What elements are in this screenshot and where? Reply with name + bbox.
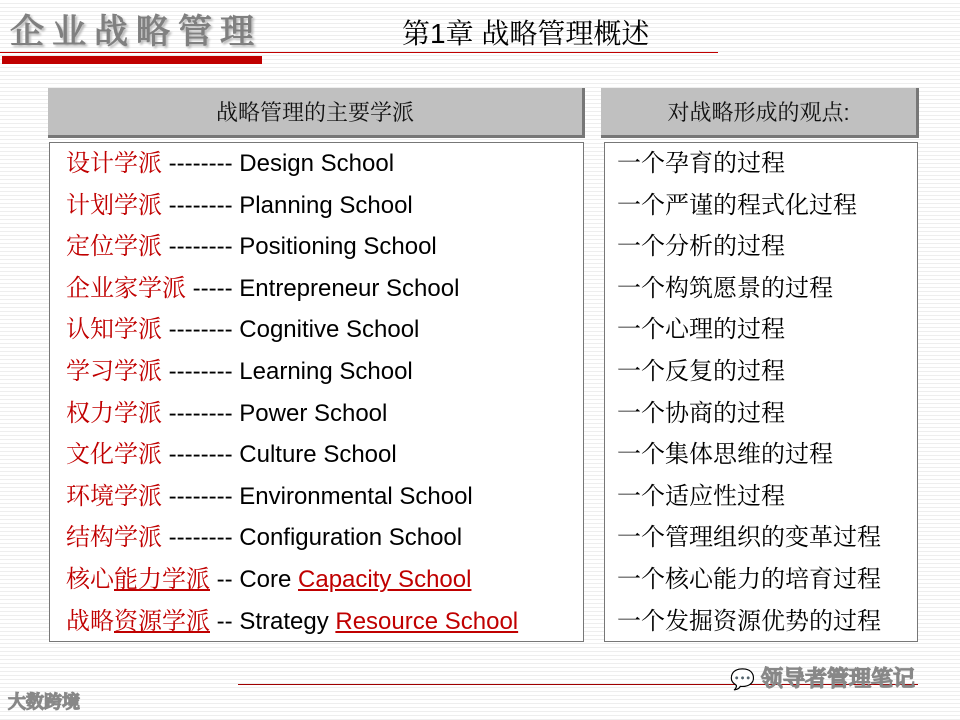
view-row: 一个分析的过程 — [617, 233, 785, 261]
school-row — [66, 393, 387, 435]
school-separator: -------- — [162, 150, 240, 177]
school-name-en: Environmental School — [239, 482, 473, 510]
school-name-cn: 设计学派 — [66, 150, 162, 177]
school-name-en: Entrepreneur School — [239, 274, 460, 302]
school-separator: -------- — [162, 399, 240, 427]
chapter-title: 第1章 战略管理概述 — [402, 18, 650, 49]
school-separator: -------- — [162, 191, 240, 219]
school-name-cn-underlined: 资源学派 — [114, 607, 210, 635]
wechat-icon: 💬 — [730, 669, 755, 691]
school-separator: -------- — [162, 524, 240, 552]
schools-list — [49, 142, 584, 642]
header-divider — [0, 52, 718, 53]
school-name-cn: 结构学派 — [66, 524, 162, 552]
school-row — [66, 309, 419, 351]
wechat-watermark-text: 领导者管理笔记 — [761, 666, 916, 691]
school-separator: ----- — [186, 274, 240, 302]
school-row — [66, 601, 518, 643]
school-row — [66, 517, 462, 559]
view-row: 一个集体思维的过程 — [617, 441, 833, 469]
school-row — [66, 143, 394, 185]
schools-header: 战略管理的主要学派 — [48, 88, 585, 138]
school-name-en: Learning School — [239, 358, 413, 385]
school-name-cn: 战略 — [66, 607, 114, 635]
school-name-en: Culture School — [239, 441, 397, 469]
school-name-cn: 文化学派 — [66, 441, 162, 469]
school-name-en: Planning School — [239, 191, 413, 219]
school-name-en: Strategy — [239, 607, 336, 635]
school-name-cn: 学习学派 — [66, 358, 162, 385]
school-name-cn: 认知学派 — [66, 316, 162, 344]
school-row — [66, 559, 471, 601]
school-row — [66, 185, 413, 227]
view-row: 一个严谨的程式化过程 — [617, 191, 857, 219]
school-name-en: Cognitive School — [239, 316, 420, 344]
school-name-en: Design School — [239, 150, 395, 177]
logo-watermark-text: 大数跨境 — [8, 692, 80, 712]
school-row — [66, 351, 413, 393]
view-row: 一个发掘资源优势的过程 — [617, 607, 881, 635]
school-name-en: Configuration School — [239, 524, 463, 552]
school-row — [66, 434, 397, 476]
view-row: 一个构筑愿景的过程 — [617, 274, 833, 302]
school-name-en: Positioning School — [239, 233, 437, 261]
view-row: 一个协商的过程 — [617, 399, 785, 427]
view-row: 一个心理的过程 — [617, 316, 785, 344]
view-row: 一个孕育的过程 — [617, 150, 785, 177]
school-separator: -------- — [162, 316, 240, 344]
school-separator: -------- — [162, 482, 240, 510]
school-separator: -- — [210, 566, 240, 593]
views-header: 对战略形成的观点: — [601, 88, 919, 138]
view-row: 一个适应性过程 — [617, 482, 785, 510]
view-row: 一个核心能力的培育过程 — [617, 566, 881, 593]
view-row: 一个反复的过程 — [617, 358, 785, 385]
school-separator: -- — [210, 607, 240, 635]
school-name-cn: 企业家学派 — [66, 274, 186, 302]
school-name-cn: 计划学派 — [66, 191, 162, 219]
school-name-en: Core — [239, 566, 299, 593]
header-accent-bar — [2, 56, 262, 64]
school-name-cn: 定位学派 — [66, 233, 162, 261]
school-row — [66, 226, 437, 268]
school-name-en-underlined: Resource School — [335, 607, 519, 635]
school-row — [66, 268, 459, 310]
views-list — [604, 142, 918, 642]
school-name-cn: 权力学派 — [66, 399, 162, 427]
school-separator: -------- — [162, 441, 240, 469]
school-name-en: Power School — [239, 399, 388, 427]
school-name-cn: 环境学派 — [66, 482, 162, 510]
brand-title: 企业战略管理 — [10, 13, 262, 51]
school-name-cn: 核心 — [66, 566, 114, 593]
school-separator: -------- — [162, 358, 240, 385]
school-separator: -------- — [162, 233, 240, 261]
school-row — [66, 476, 473, 518]
school-name-en-underlined: Capacity School — [298, 566, 472, 593]
wechat-watermark — [730, 662, 915, 693]
view-row: 一个管理组织的变革过程 — [617, 524, 881, 552]
school-name-cn-underlined: 能力学派 — [114, 566, 210, 593]
logo-watermark — [8, 688, 80, 714]
